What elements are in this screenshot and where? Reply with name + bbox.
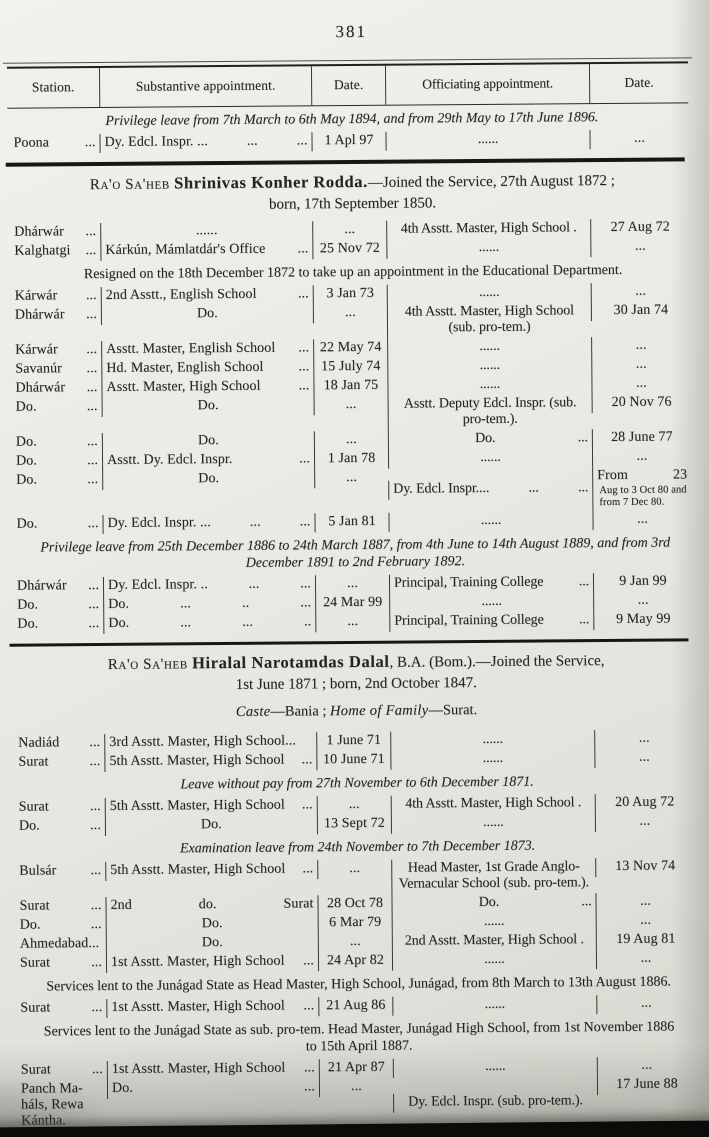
table-row	[13, 812, 694, 836]
cell-date2: ...	[595, 812, 694, 832]
cell-station: Do. ...	[17, 596, 100, 613]
cell-date2: ...	[591, 374, 690, 394]
cell-date2: ...	[590, 237, 689, 257]
cell-substantive: Asstt. Master, High School ...	[101, 377, 313, 398]
table-row	[13, 857, 694, 897]
caste-line	[2, 700, 709, 723]
cell-substantive: Do. ...	[107, 1078, 319, 1099]
joined-text: , B.A. (Bom.).—Joined the Service,	[389, 653, 605, 671]
cell-substantive: Do.	[102, 469, 314, 490]
cell-officiating: ......	[386, 238, 590, 259]
cell-date: ...	[314, 395, 388, 415]
cell-substantive: Do.	[105, 815, 317, 836]
home-of-family-label: Home of Family	[329, 702, 429, 720]
service-note: Services lent to the Junágad State as sub. pro-tem. Head Master, Junágad High School, from 1st November 1886 to 15th April 1887.	[43, 1019, 675, 1055]
service-note: Examination leave from 24th November to 7th December 1873.	[179, 838, 536, 857]
cell-substantive: Do. ... .. ...	[103, 594, 315, 615]
cell-station: Savanúr ...	[15, 360, 98, 377]
born-text: born, 17th September 1850.	[268, 194, 437, 213]
col-header-substantive: Substantive appointment.	[99, 66, 311, 107]
table-rows-block	[11, 572, 692, 634]
table-row	[11, 610, 692, 634]
cell-officiating: ......	[387, 337, 591, 358]
cell-officiating: Head Master, 1st Grade Anglo-Vernacular School (sub. pro-tem.).	[391, 858, 595, 895]
cell-date2: ...	[596, 911, 695, 931]
cell-date: ...	[315, 574, 389, 594]
cell-date: 15 July 74	[313, 357, 387, 377]
table-row	[10, 466, 691, 515]
cell-station: Do. ...	[15, 398, 98, 415]
cell-substantive: 5th Asstt. Master, High School ...	[105, 796, 317, 817]
officer-section-dalal	[2, 649, 709, 1132]
cell-substantive: Do.	[102, 396, 314, 417]
cell-substantive: Do. ... ... ..	[103, 613, 315, 634]
col-header-officiating: Officiating appointment.	[385, 64, 589, 105]
cell-date: 25 Nov 72	[312, 239, 386, 259]
cell-officiating: Dy. Edcl. Inspr. (sub. pro-tem.).	[393, 1092, 597, 1113]
cell-substantive: Asstt. Dy. Edcl. Inspr. ...	[102, 450, 314, 471]
cell-station: Dhárwár ...	[15, 379, 98, 396]
cell-date: ...	[319, 1078, 393, 1098]
cell-date: ...	[318, 933, 392, 953]
cell-officiating: ......	[392, 950, 596, 971]
cell-station: Do. ...	[16, 515, 99, 532]
table-row	[10, 510, 691, 534]
cell-date: ...	[314, 430, 388, 450]
table-rows-block	[14, 994, 695, 1018]
table-rows-block	[12, 729, 693, 772]
table-row	[14, 949, 695, 973]
cell-date: ...	[313, 303, 387, 323]
cell-officiating: ......	[393, 1057, 597, 1078]
cell-station: Bulsár ...	[19, 863, 102, 879]
cell-officiating: 4th Asstt. Master, High School .	[391, 794, 595, 815]
cell-date: 21 Aug 86	[318, 997, 392, 1017]
cell-station: Panch Ma-háls, Rewa Kántha.	[20, 1081, 84, 1129]
cell-substantive: 1st Asstt. Master, High School ...	[106, 952, 318, 973]
cell-station: Surat ...	[20, 1061, 103, 1078]
cell-station: Kárwár ...	[14, 287, 97, 304]
cell-station: Kárwár ...	[15, 341, 98, 358]
cell-station: Dhárwár ...	[14, 223, 97, 240]
cell-date2: ...	[591, 282, 690, 302]
cell-date2: 28 June 77	[592, 428, 691, 448]
cell-date2: ...	[591, 336, 690, 356]
cell-date: ...	[315, 612, 389, 632]
cell-station: Ahmedabad...	[19, 936, 100, 952]
cell-date: ...	[312, 220, 386, 240]
section-divider-rule	[9, 638, 688, 647]
table-row	[7, 129, 688, 153]
cell-date2: ...	[591, 355, 690, 375]
cell-substantive: Do.	[101, 304, 313, 325]
cell-station: Dhárwár ...	[16, 577, 100, 594]
caste-value: —Bania ;	[270, 703, 331, 720]
table-header	[7, 61, 688, 108]
table-row	[12, 748, 693, 772]
cell-date2: ...	[594, 748, 693, 768]
cell-substantive: Asstt. Master, English School ...	[101, 339, 313, 360]
cell-officiating: ......	[391, 813, 595, 834]
cell-date: 24 Apr 82	[318, 952, 392, 972]
cell-date2: 17 June 88	[597, 1075, 696, 1095]
cell-date2: 20 Aug 72	[595, 793, 694, 813]
cell-officiating: 2nd Asstt. Master, High School .	[392, 931, 596, 952]
cell-station: Do. ...	[15, 452, 99, 469]
cell-date: ...	[317, 860, 391, 880]
cell-date: 21 Apr 87	[319, 1059, 393, 1079]
officer-name: Hiralal Narotamdas Dalal	[192, 651, 390, 673]
honorific: Ra'o Sa'heb	[107, 656, 193, 673]
caste-label: Caste	[235, 703, 271, 720]
cell-station: Do. ...	[19, 917, 102, 933]
cell-date: 18 Jan 75	[313, 376, 387, 396]
cell-date: 13 Sept 72	[317, 815, 391, 835]
cell-date2: ...	[592, 447, 691, 467]
honorific: Ra'o Sa'heb	[89, 175, 175, 193]
page-number: 381	[335, 21, 368, 42]
col-header-date: Date.	[311, 66, 385, 106]
cell-officiating: ......	[389, 592, 593, 613]
cell-date: 22 May 74	[313, 338, 387, 358]
cell-officiating: ......	[387, 356, 591, 377]
service-note: Privilege leave from 25th December 1886 to 24th March 1887, from 4th June to 14th August 1889, and from 3rd December 1891 to 2nd February 1892.	[40, 535, 671, 571]
cell-substantive: 5th Asstt. Master, High School ...	[105, 860, 317, 881]
cell-date: 1 Jan 78	[314, 449, 388, 469]
table-row	[10, 393, 691, 433]
cell-date: 10 June 71	[316, 751, 390, 771]
cell-date2: ...	[589, 129, 688, 149]
cell-substantive: 5th Asstt. Master, High School ...	[104, 751, 316, 772]
record-blocks	[2, 729, 709, 1132]
cell-substantive: Do.	[102, 431, 314, 452]
cell-substantive: ......	[100, 221, 312, 242]
cell-substantive: Dy. Edcl. Inspr. ... ... ...	[99, 132, 311, 153]
cell-date2: ...	[597, 1056, 696, 1076]
cell-substantive: Hd. Master, English School ...	[101, 358, 313, 379]
top-record-block	[0, 108, 707, 154]
cell-officiating: Do. ...	[388, 429, 592, 450]
cell-officiating: ......	[387, 283, 591, 304]
cell-date: 5 Jan 81	[314, 512, 388, 532]
cell-officiating: ......	[390, 749, 594, 770]
cell-substantive: Do.	[106, 914, 318, 935]
table-row	[8, 237, 689, 261]
table-rows-block	[15, 1056, 697, 1131]
service-note: Resigned on the 18th December 1872 to take up an appointment in the Educational Department.	[83, 262, 623, 282]
cell-date2-detail: Aug to 3 Oct 80 and from 7 Dec 80.	[599, 483, 687, 508]
table-rows-block	[9, 282, 692, 534]
born-text: 1st June 1871 ; born, 2nd October 1847.	[235, 675, 477, 693]
cell-officiating: Dy. Edcl. Inspr.... ... ...	[388, 479, 592, 500]
cell-substantive: Dy. Edcl. Inspr. .. ... ...	[103, 575, 315, 596]
cell-substantive: 1st Asstt. Master, High School ...	[107, 1059, 319, 1080]
cell-officiating: ......	[392, 995, 596, 1016]
cell-date: 1 Apl 97	[311, 132, 385, 152]
cell-station: Surat ...	[18, 754, 101, 770]
cell-date2: 9 Jan 99	[593, 572, 692, 592]
cell-officiating: 4th Asstt. Master, High School .	[386, 219, 590, 240]
officer-heading	[28, 169, 677, 195]
officer-heading	[32, 649, 681, 675]
service-note: Leave without pay from 27th November to 6th December 1871.	[180, 774, 534, 793]
cell-station: Surat ...	[20, 999, 103, 1016]
cell-officiating: Do. ...	[391, 893, 595, 914]
cell-station: Do. ...	[16, 471, 99, 488]
cell-date: ...	[314, 468, 388, 488]
cell-date2: ...	[593, 591, 692, 611]
cell-officiating: Asstt. Deputy Edcl. Inspr. (sub. pro-tem.).	[388, 394, 592, 431]
cell-station: Surat ...	[18, 799, 101, 815]
cell-officiating: ......	[392, 912, 596, 933]
cell-date2: 13 Nov 74	[595, 857, 694, 877]
table-rows-block	[7, 129, 688, 153]
cell-date: 3 Jan 73	[313, 284, 387, 304]
table-rows-block	[8, 218, 689, 261]
cell-station: Kalghatgi ...	[14, 242, 97, 259]
cell-date: 6 Mar 79	[318, 914, 392, 934]
cell-date2: 30 Jan 74	[591, 301, 690, 321]
service-note: Privilege leave from 7th March to 6th May 1894, and from 29th May to 17th June 1896.	[105, 110, 599, 129]
joined-text: —Joined the Service, 27th August 1872 ;	[367, 172, 615, 191]
cell-date2: ...	[594, 729, 693, 749]
cell-officiating: ......	[390, 730, 594, 751]
cell-substantive: 3rd Asstt. Master, High School...	[104, 732, 316, 753]
table-row	[9, 301, 690, 341]
cell-station: Surat ...	[19, 954, 103, 971]
cell-officiating: ......	[388, 448, 592, 469]
cell-substantive: Do.	[106, 933, 318, 954]
cell-station: Poona ...	[13, 135, 96, 151]
cell-officiating: ......	[385, 130, 589, 151]
cell-date2: ...	[595, 892, 694, 912]
cell-station: Surat ...	[19, 898, 102, 914]
cell-date2: From 23 Aug to 3 Oct 80 and from 7 Dec 80.	[592, 466, 691, 511]
cell-station: Do. ...	[15, 433, 98, 450]
record-blocks	[0, 218, 709, 635]
officer-section-rodda	[0, 169, 709, 635]
cell-substantive: Kárkún, Mámlatdár's Office ...	[100, 240, 312, 261]
cell-date: 1 June 71	[316, 732, 390, 752]
home-of-family-value: —Surat.	[428, 702, 478, 719]
cell-date: 24 Mar 99	[315, 593, 389, 613]
cell-date2: 9 May 99	[593, 610, 692, 630]
cell-officiating: Principal, Training College ...	[389, 611, 593, 632]
cell-date: 28 Oct 78	[317, 895, 391, 915]
cell-date2: 27 Aug 72	[590, 218, 689, 238]
service-note: Services lent to the Junágad State as Head Master, High School, Junágad, from 8th March to 13th August 1886.	[46, 974, 672, 995]
table-rows-block	[13, 793, 694, 836]
cell-officiating: Principal, Training College ...	[389, 573, 593, 594]
cell-date2: ...	[596, 949, 695, 969]
cell-substantive: Dy. Edcl. Inspr. ... ... ...	[102, 513, 314, 534]
cell-station: Nadiád ...	[18, 735, 101, 751]
cell-station: Do. ...	[17, 615, 100, 632]
cell-station: Do. ...	[18, 818, 101, 834]
cell-date2: ...	[592, 510, 691, 530]
officer-name: Shrinivas Konher Rodda.	[174, 171, 368, 192]
cell-substantive: 2nd Asstt., English School ...	[101, 285, 313, 306]
col-header-date-2: Date.	[589, 63, 688, 103]
cell-station: Dhárwár ...	[14, 306, 97, 323]
cell-substantive: 2nd do. Surat	[105, 895, 317, 916]
cell-substantive: 1st Asstt. Master, High School ...	[106, 997, 318, 1018]
cell-officiating: ......	[388, 511, 592, 532]
section-divider-rule	[6, 157, 685, 166]
cell-officiating: 4th Asstt. Master, High School (sub. pro-tem.)	[387, 302, 591, 339]
table-rows-block	[13, 857, 695, 973]
col-header-station: Station.	[31, 79, 75, 95]
cell-date2: 19 Aug 81	[596, 930, 695, 950]
cell-date2: ...	[596, 994, 695, 1014]
cell-date2: 20 Nov 76	[592, 393, 691, 413]
cell-date: ...	[317, 796, 391, 816]
table-row	[14, 994, 695, 1018]
cell-officiating: ......	[387, 375, 591, 396]
